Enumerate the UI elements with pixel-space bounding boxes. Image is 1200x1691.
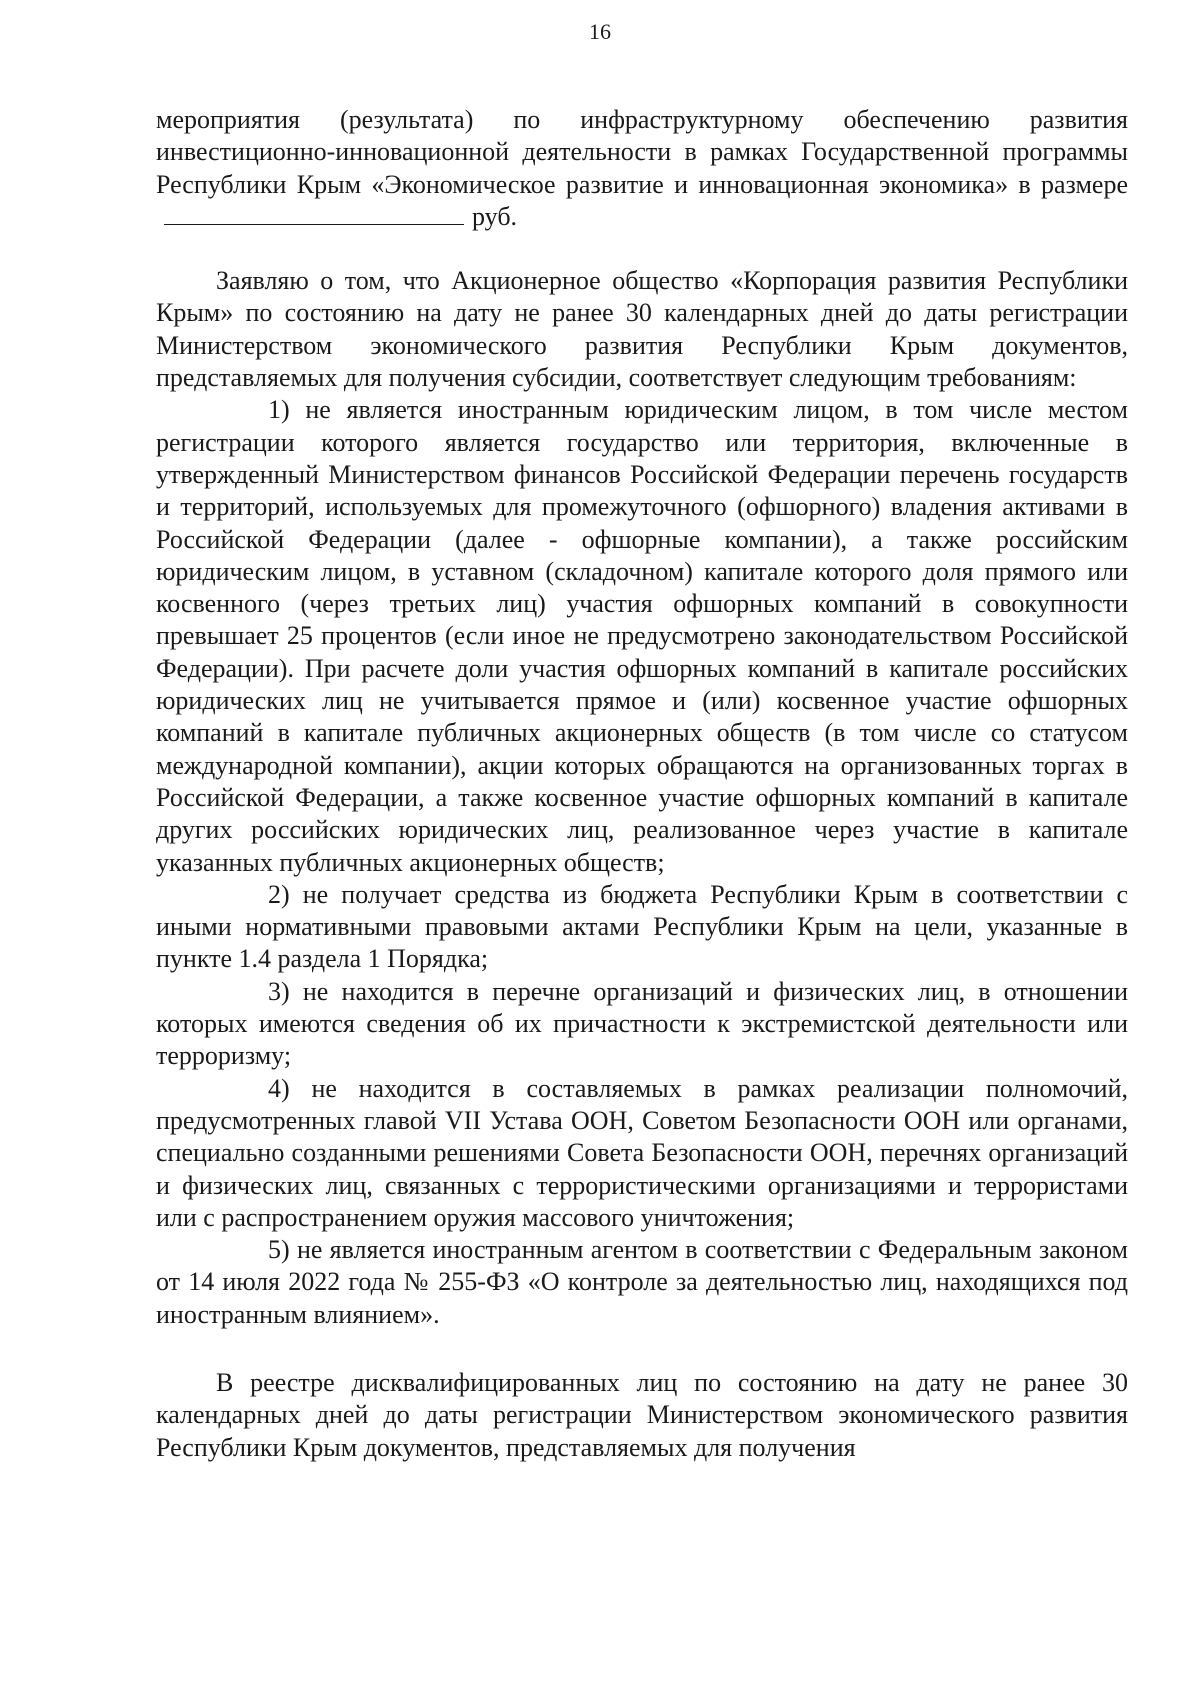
requirement-text: не является иностранным агентом в соответствии с Федеральным законом от 14 июля 2022 года № 255-ФЗ «О контроле за деятельностью лиц, находящихся под иностранным влиянием». bbox=[156, 1235, 1128, 1329]
requirement-item-3 bbox=[156, 976, 1128, 1073]
requirement-item-1 bbox=[156, 394, 1128, 878]
requirement-number: 2) bbox=[268, 879, 290, 909]
requirement-number: 1) bbox=[268, 395, 290, 425]
document-body bbox=[156, 104, 1128, 1464]
declaration-paragraph: Заявляю о том, что Акционерное общество «Корпорация развития Республики Крым» по состоянию на дату не ранее 30 календарных дней до даты регистрации Министерством экономического развития Республики Крым документов, представляемых для получения субсидии, соответствует следующим требованиям: bbox=[156, 266, 1128, 393]
requirement-item-2 bbox=[156, 879, 1128, 976]
intro-paragraph bbox=[156, 104, 1128, 233]
requirement-number: 3) bbox=[268, 976, 290, 1006]
intro-text: мероприятия (результата) по инфраструктурному обеспечению развития инвестиционно-инновационной деятельности в рамках Государственной программы Республики Крым «Экономическое развитие и инновационная экономика» в размере bbox=[156, 105, 1128, 199]
currency-label: руб. bbox=[472, 201, 518, 231]
disqualified-registry-paragraph: В реестре дисквалифицированных лиц по состоянию на дату не ранее 30 календарных дней до даты регистрации Министерством экономического развития Республики Крым документов, представляемых для получения bbox=[156, 1367, 1128, 1462]
requirement-number: 5) bbox=[268, 1235, 290, 1265]
requirement-item-5 bbox=[156, 1234, 1128, 1331]
amount-blank-line bbox=[164, 204, 464, 225]
requirement-text: не находится в перечне организаций и физических лиц, в отношении которых имеются сведения об их причастности к экстремистской деятельности или терроризму; bbox=[156, 976, 1128, 1071]
page-number: 16 bbox=[589, 19, 611, 44]
requirement-number: 4) bbox=[268, 1073, 290, 1103]
requirement-text: не получает средства из бюджета Республики Крым в соответствии с иными нормативными правовыми актами Республики Крым на цели, указанные в пункте 1.4 раздела 1 Порядка; bbox=[156, 879, 1128, 974]
requirement-text: не является иностранным юридическим лицом, в том числе местом регистрации которого является государство или территория, включенные в утвержденный Министерством финансов Российской Федерации перечень государств и территорий, используемых для промежуточного (офшорного) владения активами в Российской Федерации (далее - офшорные компании), а также российским юридическим лицом, в уставном (складочном) капитале которого доля прямого или косвенного (через третьих лиц) участия офшорных компаний в совокупности превышает 25 процентов (если иное не предусмотрено законодательством Российской Федерации). При расчете доли участия офшорных компаний в капитале российских юридических лиц не учитывается прямое и (или) косвенное участие офшорных компаний в капитале публичных акционерных обществ (в том числе со статусом международной компании), акции которых обращаются на организованных торгах в Российской Федерации, а также косвенное участие офшорных компаний в капитале других российских юридических лиц, реализованное через участие в капитале указанных публичных акционерных обществ; bbox=[156, 395, 1128, 877]
requirement-text: не находится в составляемых в рамках реализации полномочий, предусмотренных главой VII Устава ООН, Советом Безопасности ООН или органами, специально созданными решениями Совета Безопасности ООН, перечнях организаций и физических лиц, связанных с террористическими организациями и террористами или с распространением оружия массового уничтожения; bbox=[156, 1073, 1129, 1232]
requirement-item-4 bbox=[156, 1073, 1128, 1234]
